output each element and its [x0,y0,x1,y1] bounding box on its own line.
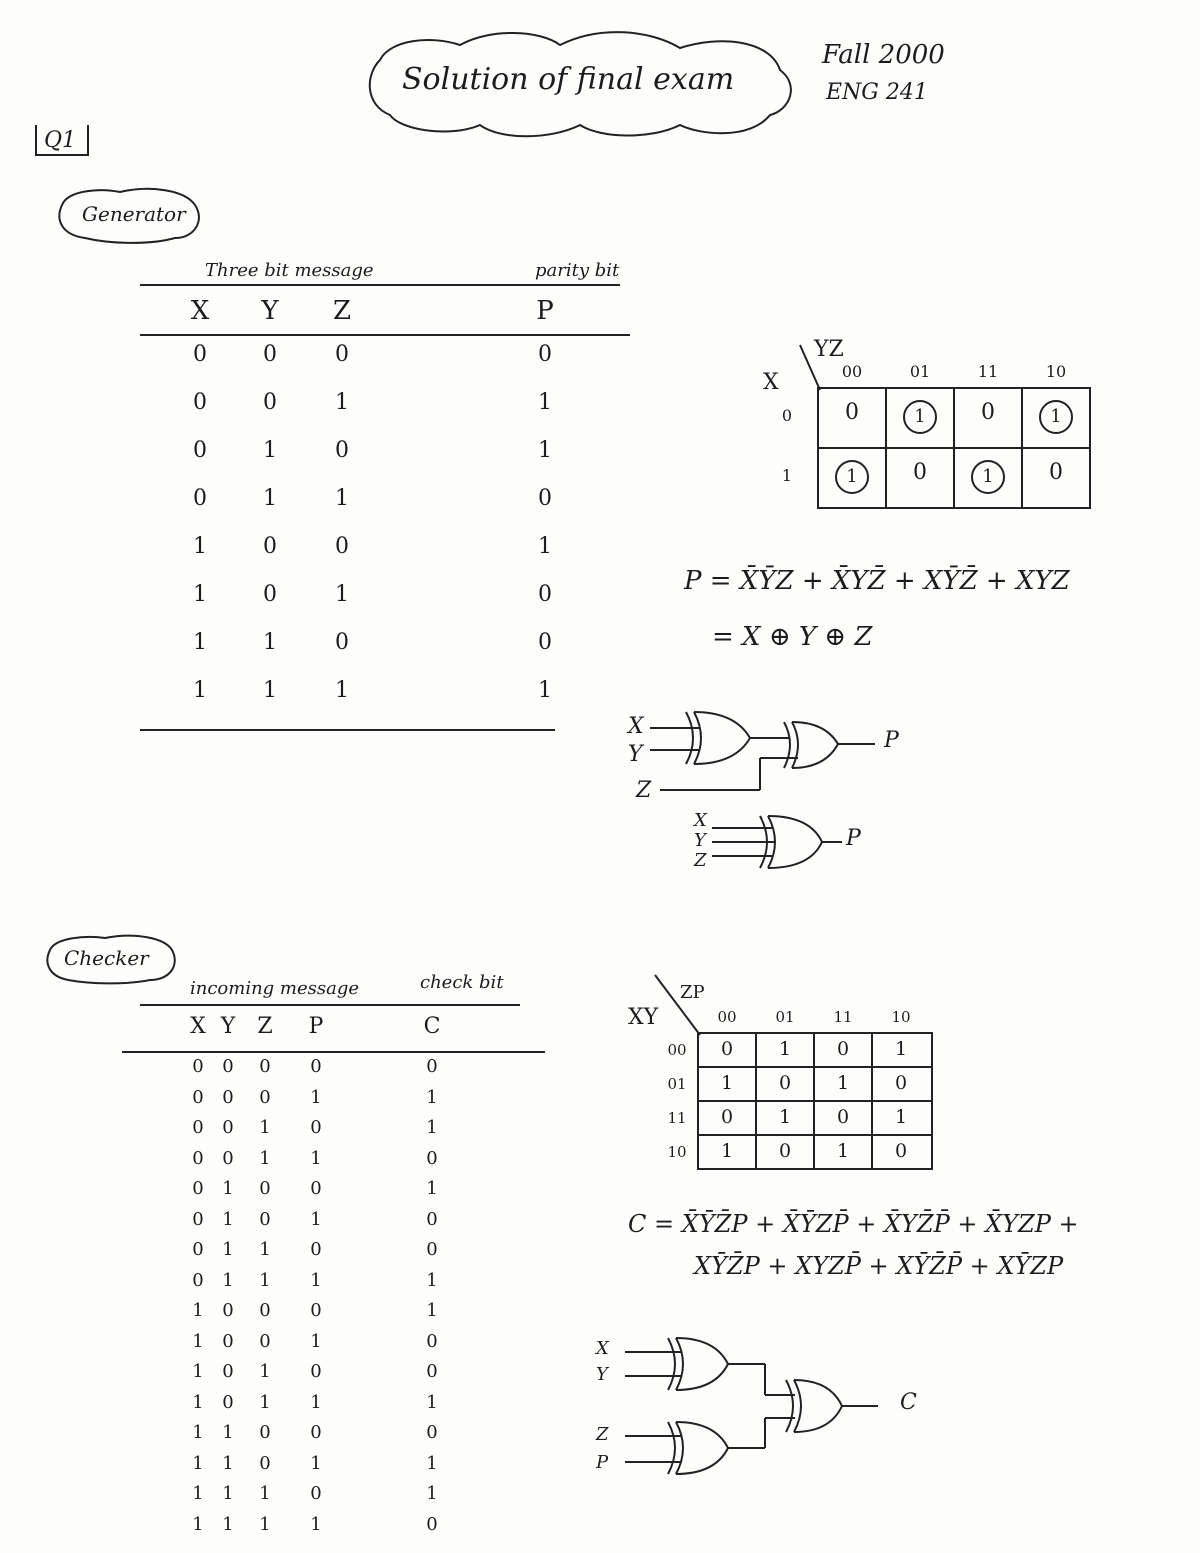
chk-table-cell: 0 [426,1361,438,1382]
chk-col-header: C [423,1014,441,1039]
gen-kmap-col-label: 11 [977,362,999,381]
chk-table-cell: 0 [259,1056,271,1077]
gen-table-cell: 1 [335,678,349,703]
chk-table-cell: 1 [426,1269,438,1291]
gen-table-cell: 0 [263,582,277,607]
chk-kmap-row-label: 11 [667,1109,687,1127]
gen-col-header: Z [332,296,352,326]
chk-table-cell: 1 [192,1361,204,1382]
chk-table-cell: 1 [426,1483,438,1504]
gen-table-cell: 1 [193,534,207,559]
gen-table-cell: 0 [538,582,552,607]
chk-table-cell: 1 [222,1178,234,1199]
gen-xor3-in-x: X [694,810,707,831]
gen-kmap-circled-value: 1 [835,460,869,494]
chk-circuit-in-y: Y [596,1364,608,1385]
chk-check-header: check bit [420,972,504,993]
chk-table-cell: 1 [259,1361,271,1382]
gen-kmap-cell [818,460,886,494]
gen-table-cell: 0 [263,534,277,559]
chk-xor-gate-1 [625,1338,728,1390]
gen-kmap-cell [886,460,954,485]
chk-table-cell: 0 [222,1330,234,1352]
chk-table-cell: 1 [426,1300,438,1321]
chk-kmap-cell: 1 [778,1106,792,1128]
gen-kmap-value: 0 [1049,460,1063,485]
gen-table-cell: 1 [538,678,552,703]
gen-kmap-cell [818,400,886,425]
chk-table-cell: 1 [192,1300,204,1321]
gen-kmap-col-label: 10 [1045,362,1067,381]
chk-table-cell: 0 [310,1300,322,1321]
chk-col-header: P [308,1014,324,1039]
chk-circuit-out: C [900,1390,917,1415]
chk-table-cell: 1 [222,1239,234,1260]
chk-table-cell: 1 [426,1117,438,1138]
chk-table-cell: 1 [310,1391,322,1413]
chk-kmap-col-label: 11 [833,1008,853,1026]
checker-label: Checker [64,946,149,970]
gen-table-cell: 0 [335,342,349,367]
chk-table-cell: 1 [222,1452,234,1474]
chk-table-cell: 0 [426,1208,438,1230]
chk-message-header: incoming message [190,978,360,999]
gen-circuit-in-x: X [628,714,644,739]
gen-equation-line1: P = X̄ȲZ + X̄YZ̄ + XȲZ̄ + XYZ [684,566,1070,596]
chk-table-cell: 1 [259,1239,271,1260]
gen-kmap-cell [1022,400,1090,434]
chk-kmap-row-label: 10 [667,1143,687,1161]
chk-table-cell: 0 [222,1117,234,1138]
chk-kmap-cell: 0 [720,1106,734,1128]
gen-kmap-cell [954,460,1022,494]
gen-xor3-gate [712,816,842,868]
chk-table-cell: 1 [259,1147,271,1169]
gen-kmap-row-label: 0 [781,406,793,425]
chk-table-cell: 1 [426,1391,438,1413]
chk-circuit-in-x: X [596,1338,609,1359]
chk-equation-line1: C = X̄ȲZ̄P + X̄ȲZP̄ + X̄YZ̄P̄ + X̄YZP + [628,1210,1079,1238]
chk-table-cell: 1 [192,1391,204,1413]
chk-table-cell: 1 [310,1208,322,1230]
chk-kmap-cell: 0 [778,1072,792,1094]
chk-table-cell: 0 [192,1056,204,1077]
chk-table-cell: 0 [192,1269,204,1291]
gen-kmap-cell [1022,460,1090,485]
chk-kmap-cell: 1 [720,1140,734,1162]
chk-table-cell: 0 [259,1300,271,1321]
chk-table-cell: 0 [222,1056,234,1077]
chk-table-cell: 1 [310,1330,322,1352]
gen-kmap-circled-value: 1 [971,460,1005,494]
chk-table-cell: 1 [222,1208,234,1230]
gen-table-cell: 1 [263,630,277,655]
chk-kmap-row-var: XY [628,1005,659,1030]
gen-kmap-col-var: YZ [814,337,844,362]
chk-kmap-cell: 1 [894,1038,908,1060]
gen-kmap-row-label: 1 [781,466,793,485]
chk-kmap-cell: 0 [720,1038,734,1060]
chk-table-cell: 1 [222,1422,234,1443]
chk-table-cell: 0 [310,1422,322,1443]
chk-equation-line2: XȲZ̄P + XYZP̄ + XȲZ̄P̄ + XȲZP [694,1252,1064,1280]
gen-kmap-value: 0 [845,400,859,425]
chk-table-cell: 0 [192,1086,204,1108]
chk-table-cell: 0 [310,1361,322,1382]
chk-kmap-cell: 1 [720,1072,734,1094]
gen-table-cell: 0 [263,342,277,367]
chk-circuit-in-z: Z [596,1424,609,1445]
chk-table-cell: 0 [310,1178,322,1199]
gen-circuit-in-y: Y [628,742,643,767]
chk-table-cell: 0 [222,1147,234,1169]
chk-table-cell: 0 [310,1117,322,1138]
chk-kmap-cell: 0 [894,1140,908,1162]
chk-table-cell: 1 [426,1178,438,1199]
chk-table-cell: 0 [426,1422,438,1443]
chk-kmap-col-label: 10 [891,1008,911,1026]
chk-table-cell: 1 [310,1086,322,1108]
chk-kmap-col-label: 00 [717,1008,737,1026]
chk-table-cell: 1 [222,1483,234,1504]
gen-col-header: Y [261,296,279,326]
gen-table-cell: 1 [335,390,349,415]
gen-parity-header: parity bit [535,260,620,281]
gen-table-cell: 1 [263,438,277,463]
chk-table-cell: 0 [426,1056,438,1077]
chk-kmap-col-var: ZP [680,982,705,1003]
chk-table-cell: 0 [259,1452,271,1474]
chk-table-cell: 1 [192,1422,204,1443]
chk-table-cell: 1 [426,1452,438,1474]
gen-table-cell: 0 [193,486,207,511]
gen-table-cell: 0 [335,630,349,655]
chk-table-cell: 1 [426,1086,438,1108]
chk-table-cell: 0 [222,1086,234,1108]
chk-table-cell: 1 [192,1452,204,1474]
gen-circuit-out: P [884,728,899,753]
gen-kmap-circled-value: 1 [903,400,937,434]
chk-table-cell: 1 [192,1330,204,1352]
chk-col-header: Z [257,1014,273,1039]
gen-table-cell: 0 [193,342,207,367]
chk-table-cell: 1 [222,1269,234,1291]
gen-table-cell: 0 [538,342,552,367]
gen-xor3-out: P [846,826,861,851]
course-label: ENG 241 [826,80,928,105]
gen-table-cell: 1 [538,390,552,415]
gen-table-cell: 1 [335,582,349,607]
chk-kmap-row-label: 01 [667,1075,687,1093]
chk-table-cell: 1 [259,1117,271,1138]
chk-table-cell: 0 [192,1208,204,1230]
gen-kmap-cell [886,400,954,434]
chk-circuit-in-p: P [596,1452,609,1473]
chk-table-cell: 1 [259,1483,271,1504]
chk-kmap-cell: 0 [778,1140,792,1162]
chk-xor-gate-3 [728,1364,878,1448]
chk-table-cell: 0 [192,1117,204,1138]
chk-table-cell: 0 [310,1239,322,1260]
chk-kmap-cell: 1 [836,1140,850,1162]
chk-table-cell: 1 [259,1513,271,1535]
gen-col-header: X [190,296,210,326]
gen-table-cell: 0 [193,390,207,415]
gen-table-cell: 1 [538,438,552,463]
chk-kmap-cell: 1 [894,1106,908,1128]
question-label: Q1 [44,128,77,153]
gen-xor3-in-z: Z [694,850,707,871]
gen-xor-gate-1 [650,712,750,764]
gen-kmap-row-var: X [763,370,779,395]
chk-kmap-cell: 1 [778,1038,792,1060]
page-title: Solution of final exam [402,62,735,97]
chk-table-cell: 0 [259,1086,271,1108]
gen-table-cell: 1 [335,486,349,511]
chk-kmap-cell: 1 [836,1072,850,1094]
gen-table-cell: 0 [538,630,552,655]
semester-label: Fall 2000 [822,40,945,70]
chk-table-cell: 0 [222,1361,234,1382]
gen-table-cell: 1 [538,534,552,559]
gen-kmap-cell [954,400,1022,425]
chk-table-cell: 1 [259,1269,271,1291]
chk-table-cell: 1 [259,1391,271,1413]
chk-col-header: Y [220,1014,236,1039]
chk-table-cell: 0 [259,1208,271,1230]
chk-table-cell: 0 [426,1147,438,1169]
chk-table-cell: 0 [222,1300,234,1321]
chk-table-cell: 0 [259,1330,271,1352]
chk-kmap-cell: 0 [894,1072,908,1094]
gen-kmap-value: 0 [913,460,927,485]
gen-table-cell: 1 [263,486,277,511]
chk-table-cell: 0 [192,1147,204,1169]
gen-kmap-value: 0 [981,400,995,425]
chk-table-cell: 0 [310,1483,322,1504]
chk-table-cell: 0 [192,1178,204,1199]
chk-col-header: X [190,1014,206,1039]
gen-col-header: P [536,296,554,326]
gen-circuit-in-z: Z [636,778,652,803]
chk-table-cell: 1 [192,1513,204,1535]
gen-table-cell: 1 [263,678,277,703]
chk-table-cell: 0 [192,1239,204,1260]
gen-kmap-circled-value: 1 [1039,400,1073,434]
chk-kmap-cell: 0 [836,1106,850,1128]
chk-table-cell: 1 [192,1483,204,1504]
chk-table-cell: 1 [310,1452,322,1474]
chk-table-cell: 0 [426,1513,438,1535]
chk-xor-gate-2 [625,1422,728,1474]
chk-table-cell: 1 [310,1147,322,1169]
chk-table-cell: 0 [310,1056,322,1077]
gen-table-cell: 1 [193,630,207,655]
gen-table-cell: 0 [335,534,349,559]
generator-label: Generator [82,202,186,226]
chk-table-cell: 0 [426,1239,438,1260]
chk-table-cell: 0 [259,1178,271,1199]
gen-xor3-in-y: Y [694,830,706,851]
gen-table-cell: 0 [335,438,349,463]
gen-table-cell: 0 [263,390,277,415]
chk-kmap-col-label: 01 [775,1008,795,1026]
chk-table-cell: 1 [310,1269,322,1291]
gen-table-cell: 1 [193,678,207,703]
chk-table-cell: 1 [310,1513,322,1535]
gen-message-header: Three bit message [205,260,374,281]
chk-kmap-cell: 0 [836,1038,850,1060]
chk-table-cell: 0 [426,1330,438,1352]
chk-table-cell: 0 [259,1422,271,1443]
gen-equation-line2: = X ⊕ Y ⊕ Z [712,622,873,652]
gen-kmap-col-label: 00 [841,362,863,381]
chk-kmap-row-label: 00 [667,1041,687,1059]
chk-table-cell: 0 [222,1391,234,1413]
gen-table-cell: 1 [193,582,207,607]
gen-kmap-col-label: 01 [909,362,931,381]
gen-table-cell: 0 [538,486,552,511]
gen-table-cell: 0 [193,438,207,463]
chk-table-cell: 1 [222,1513,234,1535]
